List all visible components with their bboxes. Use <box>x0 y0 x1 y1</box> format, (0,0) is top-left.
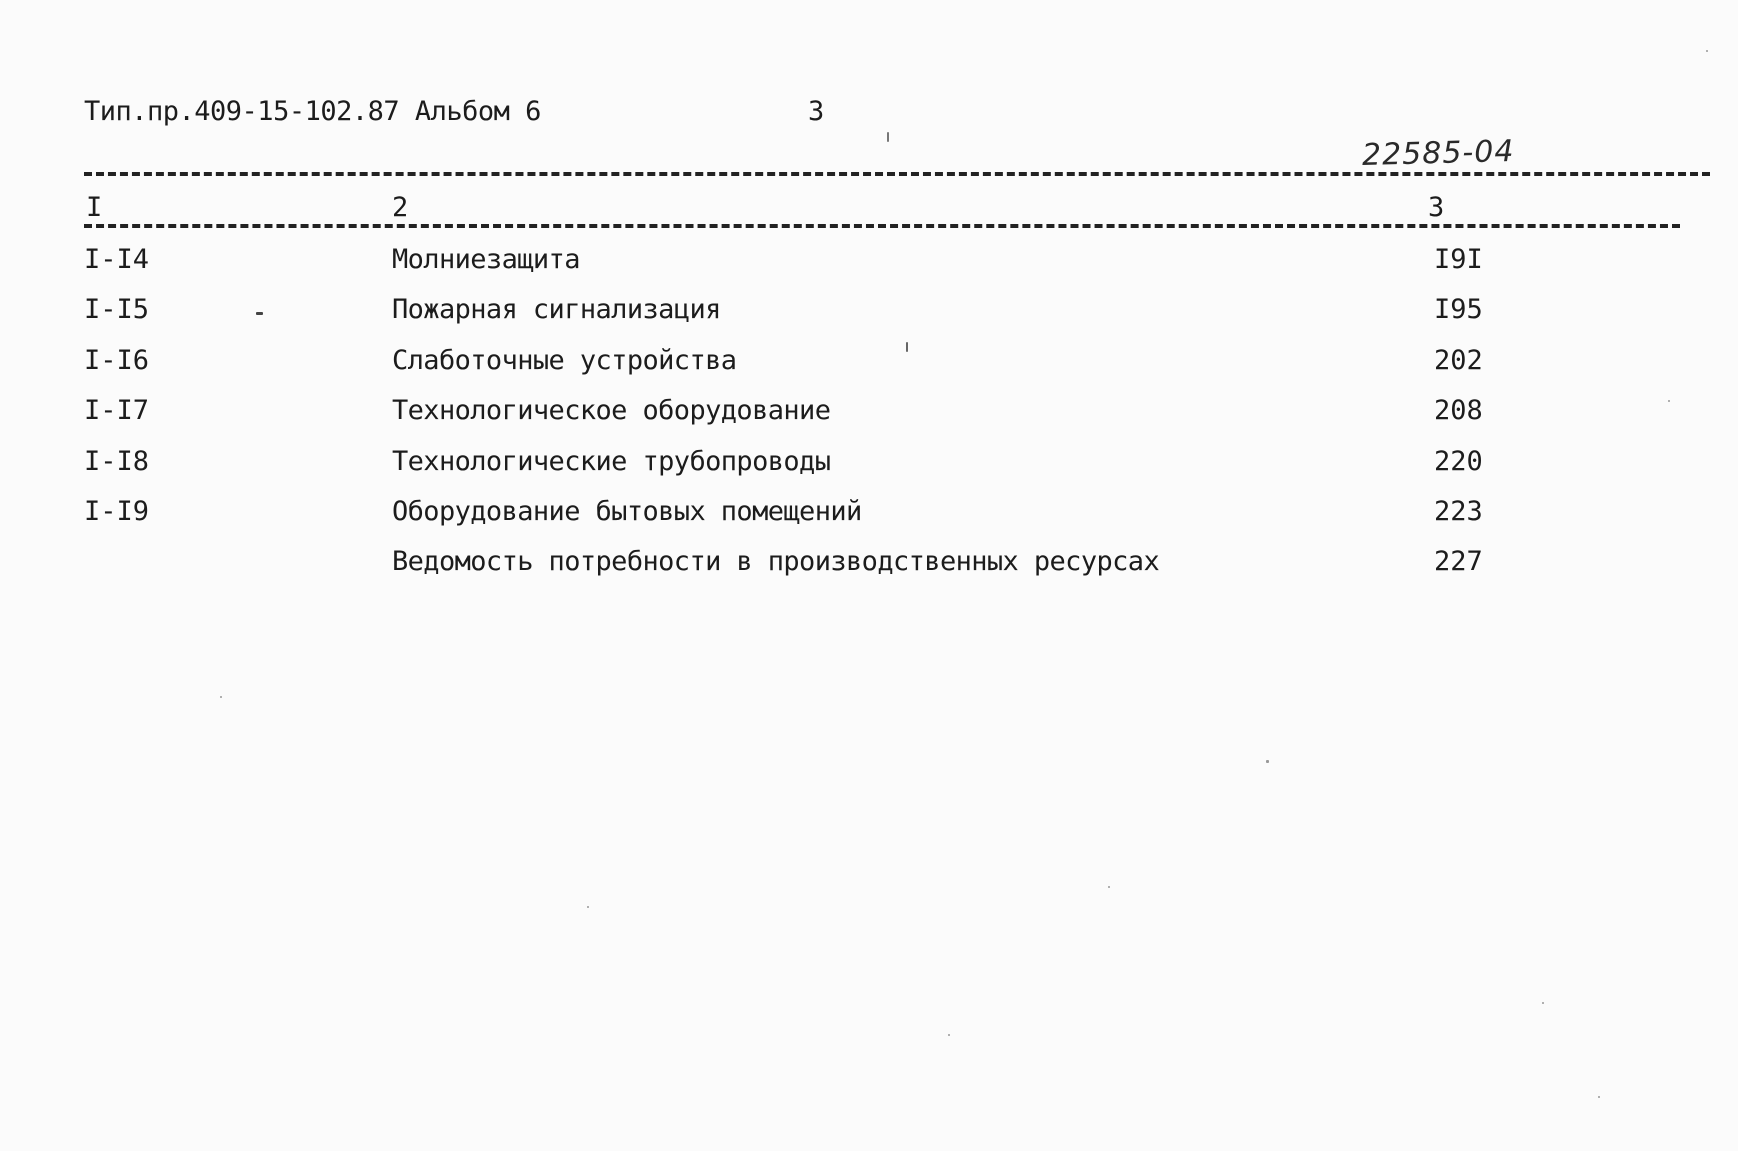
table-row <box>0 446 1738 496</box>
scan-speck <box>220 696 222 698</box>
scan-speck <box>1266 760 1269 763</box>
table-body <box>0 244 1738 597</box>
table-row <box>0 244 1738 294</box>
row-code: I-I9 <box>84 495 150 527</box>
row-title: Слаботочные устройства <box>392 344 737 376</box>
table-row <box>0 395 1738 445</box>
table-header-rule <box>84 224 1680 228</box>
table-row <box>0 546 1738 596</box>
handwritten-inventory-number: 22585-04 <box>1361 134 1515 173</box>
page-number: 3 <box>808 96 825 127</box>
table-row <box>0 345 1738 395</box>
row-title: Молниезащита <box>392 244 580 275</box>
row-code: I-I8 <box>84 445 150 477</box>
row-title: Пожарная сигнализация <box>392 294 721 326</box>
scan-speck <box>1542 1002 1544 1004</box>
scan-speck <box>887 132 889 142</box>
row-code: I-I5 <box>84 294 150 326</box>
row-page: I95 <box>1434 294 1483 326</box>
row-title: Оборудование бытовых помещений <box>392 495 862 527</box>
row-title: Технологическое оборудование <box>392 395 831 427</box>
row-page: 223 <box>1434 495 1483 527</box>
table-top-rule <box>84 172 1710 176</box>
scan-speck <box>1668 400 1670 402</box>
scan-speck <box>587 906 589 908</box>
row-page: I9I <box>1434 244 1483 275</box>
scan-speck <box>1598 1096 1600 1098</box>
row-page: 202 <box>1434 344 1483 376</box>
row-page: 208 <box>1434 395 1483 427</box>
column-header-2: 2 <box>392 192 409 223</box>
column-header-1: I <box>86 192 103 223</box>
table-row <box>0 496 1738 546</box>
row-page: 220 <box>1434 445 1483 477</box>
scan-speck <box>1108 886 1110 888</box>
scan-speck <box>1706 50 1708 52</box>
row-title: Ведомость потребности в производственных ресурсах <box>392 546 1160 578</box>
scan-speck <box>256 312 263 315</box>
row-page: 227 <box>1434 546 1483 578</box>
document-code: Тип.пр.409-15-102.87 Альбом 6 <box>84 96 541 127</box>
row-code: I-I4 <box>84 244 150 275</box>
table-row <box>0 294 1738 344</box>
scan-speck <box>948 1034 950 1036</box>
scan-speck <box>906 342 908 352</box>
column-header-3: 3 <box>1428 192 1445 223</box>
row-code: I-I7 <box>84 395 150 427</box>
row-title: Технологические трубопроводы <box>392 445 831 477</box>
row-code: I-I6 <box>84 344 150 376</box>
